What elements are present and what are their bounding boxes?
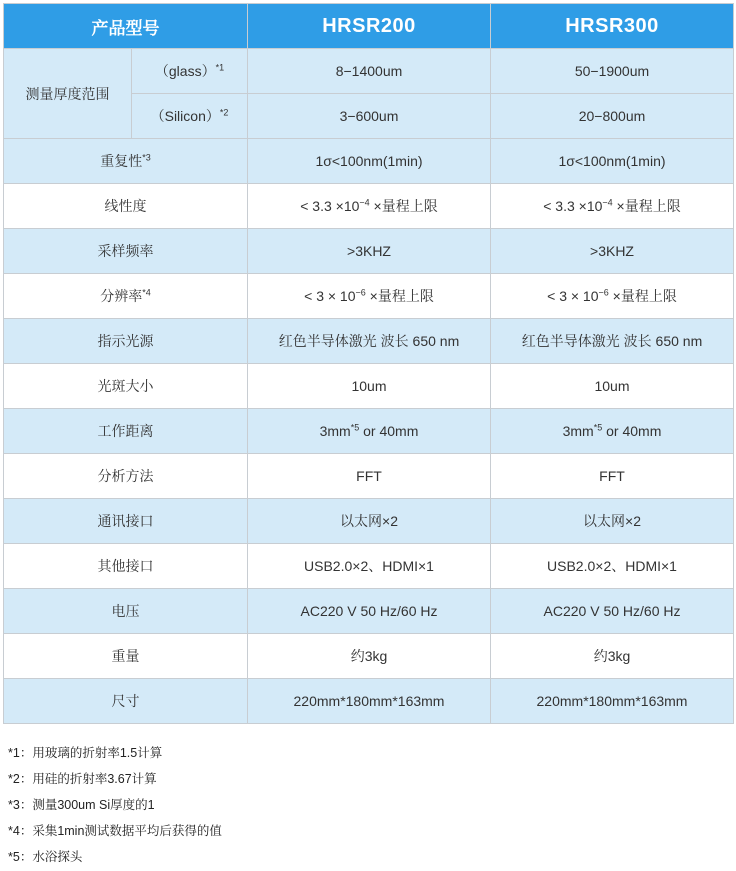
cell-weight-1: 约3kg bbox=[248, 634, 491, 679]
cell-size-1: 220mm*180mm*163mm bbox=[248, 679, 491, 724]
row-label-thickness: 测量厚度范围 bbox=[4, 49, 132, 139]
cell-linearity-2: < $3.3 \times 10^{-4}$ ×量程上限 bbox=[491, 184, 734, 229]
cell-spot-1: 10um bbox=[248, 364, 491, 409]
row-label-repeat: 重复性$^{*3}$ bbox=[4, 139, 248, 184]
row-label-distance: 工作距离 bbox=[4, 409, 248, 454]
row-label-weight: 重量 bbox=[4, 634, 248, 679]
cell-voltage-2: AC220 V 50 Hz/60 Hz bbox=[491, 589, 734, 634]
table-row-voltage bbox=[4, 589, 734, 634]
table-row-size bbox=[4, 679, 734, 724]
cell-light-source-1: 红色半导体激光 波长 650 nm bbox=[248, 319, 491, 364]
cell-sampling-2: >3KHZ bbox=[491, 229, 734, 274]
footnote-1: *1：用玻璃的折射率1.5计算 bbox=[8, 746, 163, 760]
table-row-comm bbox=[4, 499, 734, 544]
cell-comm-1: 以太网×2 bbox=[248, 499, 491, 544]
cell-glass-1: 8−1400um bbox=[248, 49, 491, 94]
cell-other-ports-1: USB2.0×2、HDMI×1 bbox=[248, 544, 491, 589]
cell-repeat-1: 1σ<100nm(1min) bbox=[248, 139, 491, 184]
table-row-sampling bbox=[4, 229, 734, 274]
footnote-5: *5：水浴探头 bbox=[8, 850, 83, 864]
row-label-method: 分析方法 bbox=[4, 454, 248, 499]
cell-glass-2: 50−1900um bbox=[491, 49, 734, 94]
header-model-1: HRSR200 bbox=[248, 4, 491, 49]
row-label-other-ports: 其他接口 bbox=[4, 544, 248, 589]
cell-method-1: FFT bbox=[248, 454, 491, 499]
cell-voltage-1: AC220 V 50 Hz/60 Hz bbox=[248, 589, 491, 634]
row-label-size: 尺寸 bbox=[4, 679, 248, 724]
spec-table bbox=[3, 3, 734, 724]
row-label-voltage: 电压 bbox=[4, 589, 248, 634]
row-label-sampling: 采样频率 bbox=[4, 229, 248, 274]
header-label: 产品型号 bbox=[4, 4, 248, 49]
header-model-2: HRSR300 bbox=[491, 4, 734, 49]
table-row-resolution bbox=[4, 274, 734, 319]
table-row-distance bbox=[4, 409, 734, 454]
cell-resolution-1: < $3 \times 10^{-6}$ ×量程上限 bbox=[248, 274, 491, 319]
row-label-linearity: 线性度 bbox=[4, 184, 248, 229]
cell-silicon-1: 3−600um bbox=[248, 94, 491, 139]
cell-size-2: 220mm*180mm*163mm bbox=[491, 679, 734, 724]
cell-repeat-2: 1σ<100nm(1min) bbox=[491, 139, 734, 184]
table-row-linearity bbox=[4, 184, 734, 229]
footnote-2: *2：用硅的折射率3.67计算 bbox=[8, 772, 157, 786]
table-row-other-ports bbox=[4, 544, 734, 589]
footnotes bbox=[8, 740, 222, 870]
header-row bbox=[4, 4, 734, 49]
cell-sampling-1: >3KHZ bbox=[248, 229, 491, 274]
row-label-resolution: 分辨率$^{*4}$ bbox=[4, 274, 248, 319]
row-label-light-source: 指示光源 bbox=[4, 319, 248, 364]
row-label-spot: 光斑大小 bbox=[4, 364, 248, 409]
row-label-comm: 通讯接口 bbox=[4, 499, 248, 544]
table-row-thickness-glass bbox=[4, 49, 734, 94]
footnote-4: *4：采集1min测试数据平均后获得的值 bbox=[8, 824, 222, 838]
table-row-light-source bbox=[4, 319, 734, 364]
cell-distance-2: $3mm^{*5}$ or 40mm bbox=[491, 409, 734, 454]
table-row-method bbox=[4, 454, 734, 499]
cell-resolution-2: < $3 \times 10^{-6}$ ×量程上限 bbox=[491, 274, 734, 319]
sub-label-silicon: （Silicon）$^{*2}$ bbox=[132, 94, 248, 139]
sub-label-glass: （glass）$^{*1}$ bbox=[132, 49, 248, 94]
table-row-spot bbox=[4, 364, 734, 409]
cell-linearity-1: < $3.3 \times 10^{-4}$ ×量程上限 bbox=[248, 184, 491, 229]
cell-comm-2: 以太网×2 bbox=[491, 499, 734, 544]
footnote-3: *3：测量300um Si厚度的1 bbox=[8, 798, 155, 812]
table-row-repeat bbox=[4, 139, 734, 184]
cell-spot-2: 10um bbox=[491, 364, 734, 409]
cell-distance-1: $3mm^{*5}$ or 40mm bbox=[248, 409, 491, 454]
cell-silicon-2: 20−800um bbox=[491, 94, 734, 139]
cell-light-source-2: 红色半导体激光 波长 650 nm bbox=[491, 319, 734, 364]
table-row-weight bbox=[4, 634, 734, 679]
cell-method-2: FFT bbox=[491, 454, 734, 499]
cell-other-ports-2: USB2.0×2、HDMI×1 bbox=[491, 544, 734, 589]
cell-weight-2: 约3kg bbox=[491, 634, 734, 679]
